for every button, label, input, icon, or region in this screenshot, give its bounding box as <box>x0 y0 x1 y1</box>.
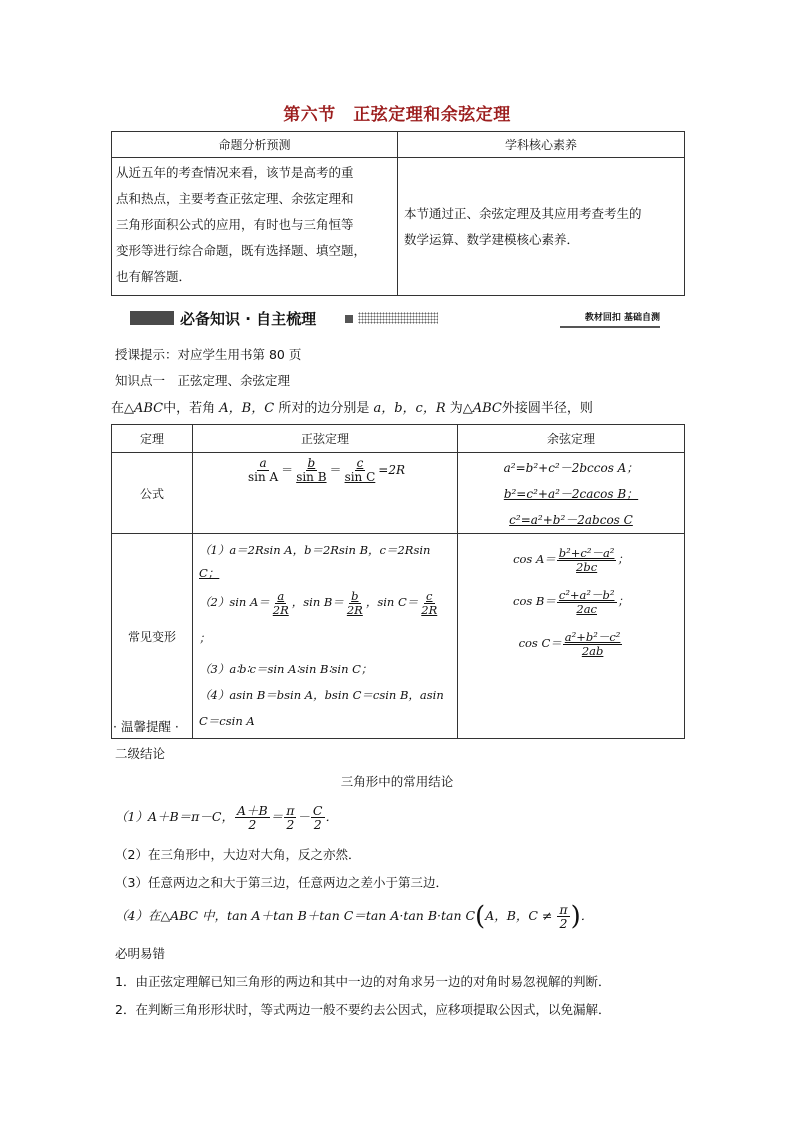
variant-line: （4）asin B＝bsin A，bsin C＝csin B，asin <box>199 688 444 702</box>
variant-line: C； <box>199 566 220 580</box>
analysis-right-line: 本节通过正、余弦定理及其应用考查考生的 <box>404 205 642 221</box>
header-definition: 定理 <box>112 425 193 453</box>
analysis-left-line: 点和热点，主要考查正弦定理、余弦定理和 <box>116 191 354 206</box>
denominator: 2bc <box>576 559 598 574</box>
numerator: π <box>286 803 295 818</box>
conclusion-part: （1）A＋B＝π－C， <box>115 809 234 824</box>
conclusion-part: A，B，C ≠ <box>485 908 557 923</box>
numerator: a <box>259 456 267 470</box>
variant-part: ； <box>617 594 629 608</box>
conclusion-part: ＝ <box>270 809 284 824</box>
denominator: 2ac <box>576 601 597 616</box>
intro-part: a，b，c，R <box>369 401 450 416</box>
banner-underline <box>560 326 660 328</box>
formula-table <box>111 424 685 739</box>
numerator: a <box>277 588 285 603</box>
analysis-header-right: 学科核心素养 <box>398 132 685 158</box>
variant-part: ； <box>617 552 629 566</box>
variant-line: （3）a∶b∶c＝sin A∶sin B∶sin C； <box>199 662 373 676</box>
intro-part: ABC <box>134 401 164 416</box>
denominator: sin C <box>344 470 376 484</box>
analysis-table <box>111 131 685 296</box>
fraction <box>419 590 439 617</box>
numerator: a²+b²－c² <box>564 629 621 644</box>
fraction <box>246 457 280 484</box>
header-cosine: 余弦定理 <box>458 425 685 453</box>
reminder-heading: · 温馨提醒 · <box>113 719 179 734</box>
analysis-left-cell <box>112 158 398 296</box>
conclusion-3: （3）任意两边之和大于第三边，任意两边之差小于第三边． <box>115 875 448 890</box>
right-paren: ) <box>570 901 581 932</box>
fraction <box>311 804 325 831</box>
intro-part: 中，若角 <box>163 401 216 416</box>
analysis-header-left: 命题分析预测 <box>112 132 398 158</box>
analysis-left-line: 三角形面积公式的应用，有时也与三角恒等 <box>116 217 354 232</box>
denominator: 2 <box>248 817 257 832</box>
variant-line <box>199 584 451 656</box>
fraction <box>557 547 617 574</box>
variant-part: cos A＝ <box>513 552 556 566</box>
variant-part: cos B＝ <box>513 594 556 608</box>
intro-part: A，B，C <box>215 401 279 416</box>
intro-text <box>111 397 593 416</box>
conclusion-4 <box>115 898 593 935</box>
fraction <box>343 457 378 484</box>
cosine-variant-cell <box>458 534 685 739</box>
pitfall-heading: 必明易错 <box>115 946 166 961</box>
analysis-left-line: 变形等进行综合命题，既有选择题、填空题， <box>116 243 367 258</box>
denominator: 2ab <box>581 643 604 658</box>
variant-line: C＝csin A <box>199 714 255 728</box>
sine-variant-cell <box>193 534 458 739</box>
intro-part: ABC <box>472 401 502 416</box>
knowledge-point-title: 知识点一 正弦定理、余弦定理 <box>115 373 291 388</box>
page-title: 第六节 正弦定理和余弦定理 <box>283 105 511 125</box>
fraction <box>235 804 270 831</box>
banner-dots <box>358 312 438 324</box>
fraction <box>557 589 617 616</box>
cosine-formula-line: a²=b²+c²－2bccos A； <box>503 461 639 475</box>
formula-rhs: =2R <box>378 463 406 477</box>
conclusion-part: ． <box>325 809 339 824</box>
intro-part: 在△ <box>111 401 134 416</box>
variant-part: cos C＝ <box>518 636 562 650</box>
denominator: 2R <box>272 602 289 617</box>
fraction <box>345 590 365 617</box>
numerator: c²+a²－b² <box>558 587 615 602</box>
conclusion-part: ． <box>580 908 594 923</box>
variant-part: ； <box>199 631 211 645</box>
variant-line <box>462 538 680 580</box>
analysis-right-line: 数学运算、数学建模核心素养． <box>404 231 580 247</box>
conclusion-title: 三角形中的常用结论 <box>340 774 454 789</box>
cosine-formula-line: b²=c²+a²－2cacos B； <box>503 487 639 501</box>
fraction <box>271 590 291 617</box>
numerator: A＋B <box>236 803 268 818</box>
numerator: b <box>307 456 316 470</box>
intro-part: 所对的边分别是 <box>278 401 370 416</box>
intro-part: 外接圆半径，则 <box>501 401 593 416</box>
sine-formula-cell: $\frac{a}{\text{sin A}}$ ＝ $\frac{b}{\text{sin B}}$ ＝ $\frac{c}{\text{sin C}}$ =2R <box>193 453 458 534</box>
denominator: 2R <box>346 602 363 617</box>
numerator: C <box>312 803 323 818</box>
section-banner <box>130 307 660 329</box>
numerator: b²+c²－a² <box>558 545 615 560</box>
analysis-left-line: 也有解答题． <box>116 269 192 284</box>
conclusion-2: （2）在三角形中，大边对大角，反之亦然． <box>115 847 361 862</box>
fraction <box>284 804 296 831</box>
analysis-right-cell <box>398 158 685 296</box>
banner-bar <box>130 311 174 325</box>
denominator: 2 <box>286 817 295 832</box>
conclusion-part: － <box>297 809 310 824</box>
numerator: c <box>426 588 433 603</box>
conclusion-1 <box>115 797 338 837</box>
cosine-formula-line: c²=a²+b²－2abcos C <box>509 513 633 527</box>
hint-text: 授课提示：对应学生用书第 80 页 <box>115 347 302 362</box>
conclusion-part: （4）在△ABC 中，tan A＋tan B＋tan C＝tan A·tan B·tan C <box>115 908 476 923</box>
pitfall-1: 1．由正弦定理解已知三角形的两边和其中一边的对角求另一边的对角时易忽视解的判断． <box>115 974 611 989</box>
fraction <box>294 457 328 484</box>
numerator: π <box>559 902 568 917</box>
denominator: 2 <box>559 916 568 931</box>
denominator: 2R <box>421 602 438 617</box>
variant-line <box>462 580 680 622</box>
banner-right: 教材回扣 基础自测 <box>584 313 660 323</box>
numerator: b <box>351 588 359 603</box>
variant-part: ，sin B＝ <box>291 595 344 609</box>
variant-part: （2）sin A＝ <box>199 595 270 609</box>
fraction <box>563 631 623 658</box>
denominator: 2 <box>313 817 322 832</box>
analysis-left-line: 从近五年的考查情况来看，该节是高考的重 <box>116 165 354 180</box>
row-variant-label: 常见变形 <box>112 534 193 739</box>
banner-title: 必备知识 · 自主梳理 <box>180 310 317 328</box>
header-sine: 正弦定理 <box>193 425 458 453</box>
row-formula-label: 公式 <box>112 453 193 534</box>
variant-line: （1）a＝2Rsin A，b＝2Rsin B，c＝2Rsin <box>199 543 431 557</box>
pitfall-2: 2．在判断三角形形状时，等式两边一般不要约去公因式，应移项提取公因式，以免漏解． <box>115 1002 611 1017</box>
variant-line <box>462 622 680 664</box>
intro-part: 为△ <box>449 401 473 416</box>
cosine-formula-cell <box>458 453 685 534</box>
banner-square <box>345 315 353 323</box>
fraction <box>557 903 569 930</box>
left-paren: ( <box>475 901 486 932</box>
secondary-conclusion-heading: 二级结论 <box>115 746 166 761</box>
numerator: c <box>356 456 364 470</box>
denominator: sin B <box>296 470 327 484</box>
variant-part: ，sin C＝ <box>365 595 419 609</box>
denominator: sin A <box>247 470 279 484</box>
